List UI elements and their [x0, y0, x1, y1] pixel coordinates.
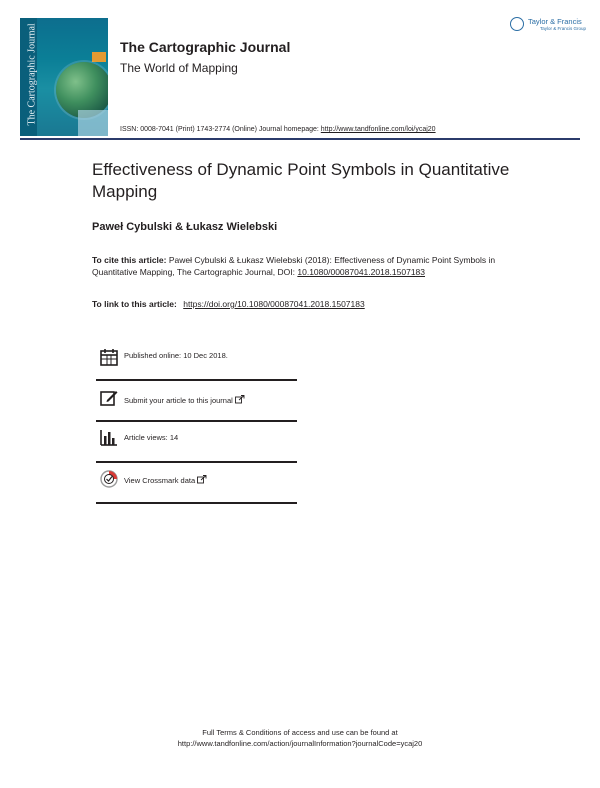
header-divider: [20, 138, 580, 140]
meta-divider: [96, 502, 297, 504]
publisher-logo[interactable]: [510, 16, 585, 36]
terms-text: Full Terms & Conditions of access and use can be found at: [202, 728, 398, 737]
calendar-icon: [100, 348, 118, 366]
issn-text: ISSN: 0008-7041 (Print) 1743-2774 (Online) Journal homepage:: [120, 126, 321, 133]
published-row: [96, 348, 297, 388]
article-link-line: [92, 299, 365, 309]
cover-accent: [92, 52, 106, 62]
meta-divider: [96, 420, 297, 422]
meta-divider: [96, 379, 297, 381]
article-views: Article views: 14: [124, 433, 179, 442]
cover-strip: [78, 110, 108, 136]
edit-icon: [100, 389, 118, 407]
journal-title: The Cartographic Journal: [120, 39, 291, 55]
citation: [92, 255, 512, 278]
publisher-logo-icon: [510, 17, 524, 31]
meta-divider: [96, 461, 297, 463]
article-authors: Paweł Cybulski & Łukasz Wielebski: [92, 221, 278, 233]
journal-cover-image: [20, 18, 108, 136]
publisher-tagline: Taylor & Francis Group: [540, 26, 587, 31]
crossmark-link[interactable]: View Crossmark data: [124, 475, 207, 485]
article-link-label: To link to this article:: [92, 299, 180, 309]
published-date: Published online: 10 Dec 2018.: [124, 351, 228, 360]
journal-homepage-link[interactable]: http://www.tandfonline.com/loi/ycaj20: [320, 126, 436, 133]
article-title: Effectiveness of Dynamic Point Symbols in Quantitative Mapping: [92, 160, 510, 201]
crossmark-icon: [100, 470, 118, 488]
bar-chart-icon: [100, 429, 118, 447]
views-row: [96, 429, 297, 469]
submit-article-link[interactable]: Submit your article to this journal: [124, 395, 245, 405]
terms-footer: [0, 727, 600, 749]
cover-title: The Cartographic Journal: [26, 23, 38, 126]
crossmark-row[interactable]: [96, 470, 297, 510]
article-doi-link[interactable]: https://doi.org/10.1080/00087041.2018.1507183: [183, 299, 365, 309]
publisher-name: Taylor & Francis: [528, 17, 582, 26]
citation-text: Paweł Cybulski & Łukasz Wielebski (2018): Effectiveness of Dynamic Point Symbols in Quantitative Mapping, The Cartographic Journal, DOI:: [92, 255, 496, 277]
citation-doi-link[interactable]: 10.1080/00087041.2018.1507183: [297, 266, 426, 277]
external-link-icon: [197, 475, 207, 484]
issn-line: [120, 126, 436, 133]
journal-subtitle: The World of Mapping: [120, 61, 238, 75]
citation-label: To cite this article:: [92, 255, 167, 265]
terms-link[interactable]: http://www.tandfonline.com/action/journalInformation?journalCode=ycaj20: [177, 739, 423, 748]
external-link-icon: [235, 395, 245, 404]
submit-article-row[interactable]: [96, 389, 297, 429]
